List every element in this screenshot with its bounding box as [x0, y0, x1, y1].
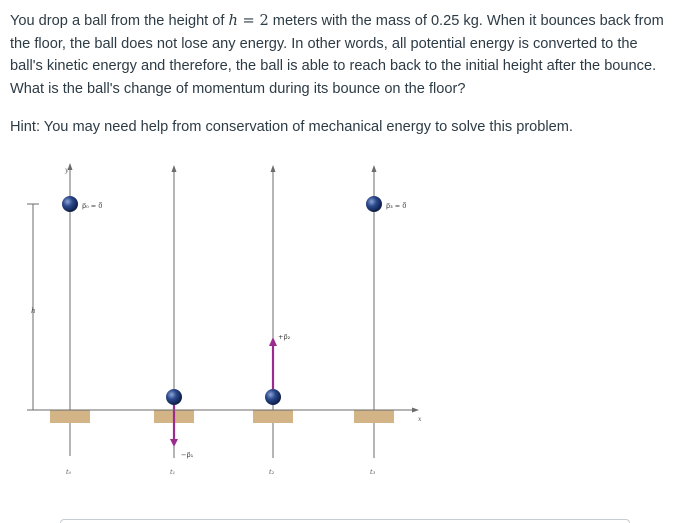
floor-block-t0	[50, 410, 90, 423]
floor-block-t3	[354, 410, 394, 423]
column-t1	[154, 165, 194, 458]
time-label-t2: t₂	[269, 468, 275, 476]
math-value-h: 2	[259, 12, 269, 29]
floor-block-t2	[253, 410, 293, 423]
time-label-t3: t₃	[370, 468, 376, 476]
answer-box-edge	[60, 519, 630, 523]
math-variable-h: h	[228, 12, 238, 29]
momentum-label-p1: −p⃗₁	[181, 451, 194, 459]
column-t2	[253, 165, 293, 458]
x-axis-arrowhead	[412, 408, 419, 413]
ball-t1	[166, 389, 182, 405]
height-label: h	[31, 307, 36, 315]
time-label-t0: t₀	[66, 468, 72, 476]
time-label-t1: t₁	[170, 468, 176, 476]
hint-text: Hint: You may need help from conservation of mechanical energy to solve this problem.	[10, 119, 573, 135]
ball-t2	[265, 389, 281, 405]
momentum-label-p0: p⃗₀ = 0⃗	[82, 202, 103, 210]
question-text-part1: You drop a ball from the height of	[10, 13, 229, 29]
momentum-label-p2: +p⃗₂	[278, 333, 291, 341]
momentum-label-p3: p⃗₃ = 0⃗	[386, 202, 407, 210]
ball-t0	[62, 196, 78, 212]
question-text-part2: meters with the mass of 0.25 kg. When it bounces back from the floor, the ball does not lose any energy. In other words, all potential energy is converted to the ball's kinetic energy and therefore, the ball is able to reach back to the initial height after the bounce. What is the ball's change of momentum during its bounce on the floor?	[10, 13, 664, 97]
x-axis-label: x	[418, 416, 422, 423]
y-axis-label: y	[65, 167, 69, 174]
math-equals: =	[237, 12, 260, 29]
ball-t3	[366, 196, 382, 212]
